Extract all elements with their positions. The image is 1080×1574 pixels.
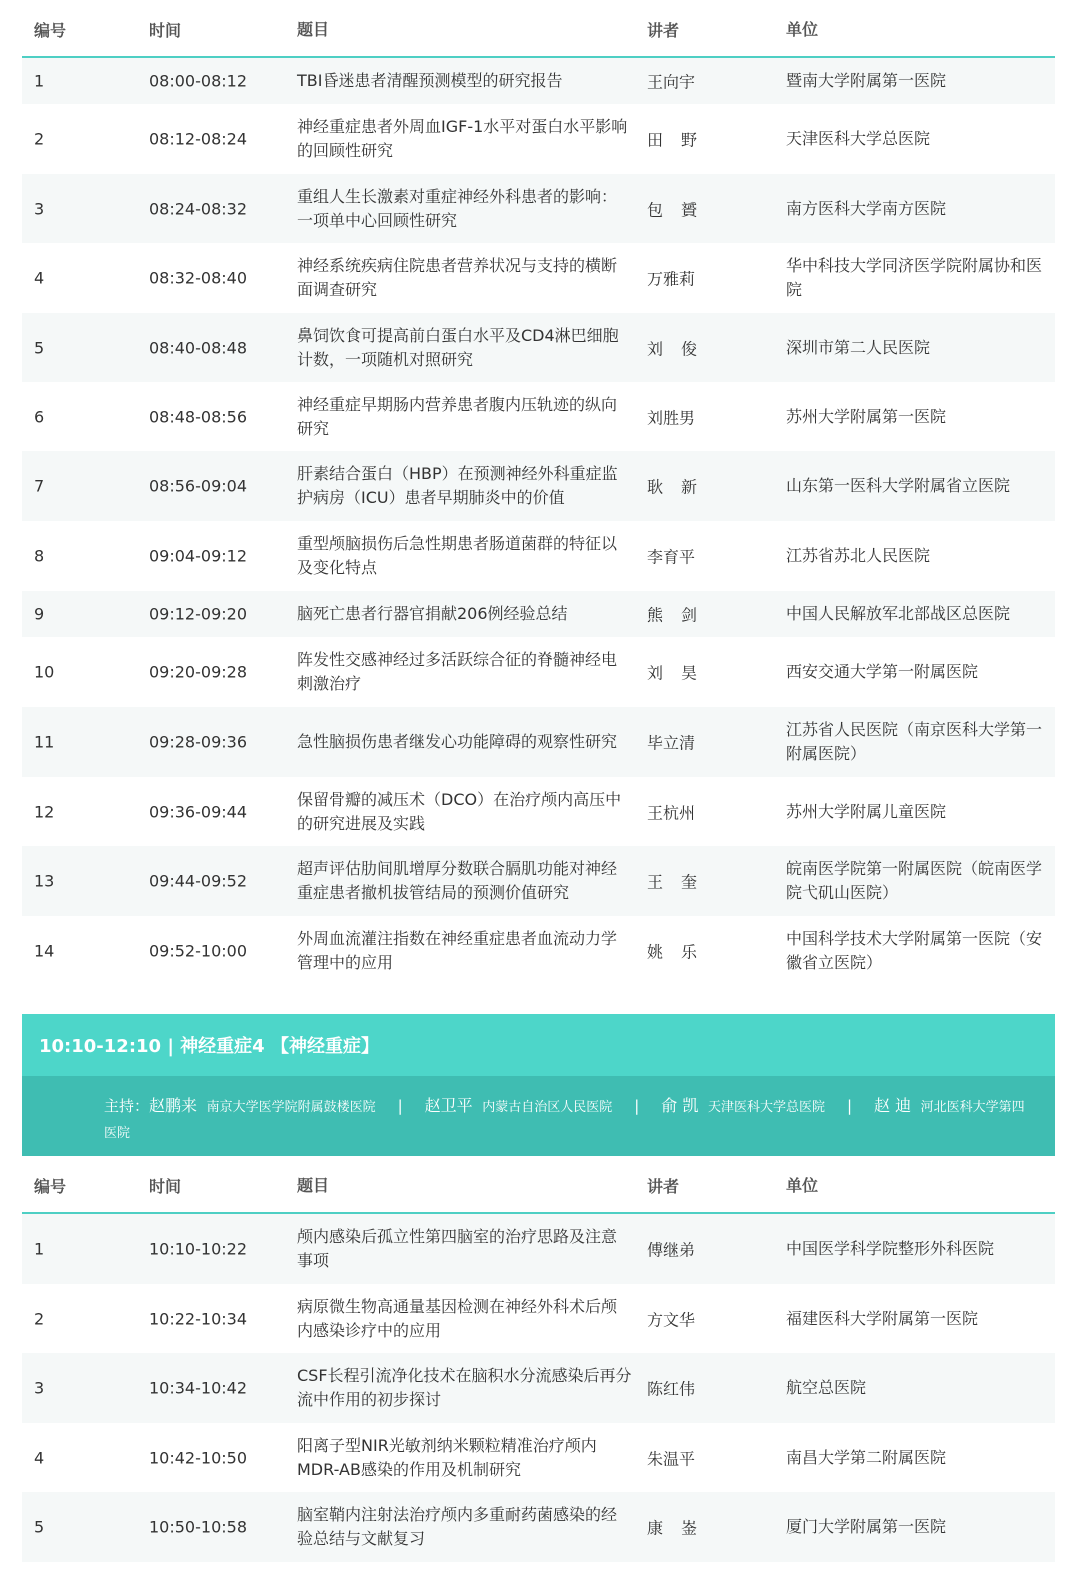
table-row: [22, 451, 1055, 521]
cell-title: 保留骨瓣的减压术（DCO）在治疗颅内高压中的研究进展及实践: [297, 789, 622, 833]
cell-id: 3: [34, 199, 45, 218]
cell-unit: 苏州大学附属儿童医院: [786, 801, 947, 821]
table2: [22, 1156, 1055, 1562]
cell-id: 6: [34, 407, 45, 426]
cell-time: 08:56-09:04: [149, 476, 247, 496]
host-org: 内蒙古自治区人民医院: [482, 1100, 613, 1115]
cell-speaker: 熊剑: [647, 605, 716, 625]
cell-speaker: 方文华: [647, 1310, 696, 1329]
cell-id: 12: [34, 802, 55, 821]
header-unit: 单位: [786, 20, 819, 39]
header-speaker: 讲者: [647, 21, 680, 40]
header-time: 时间: [149, 21, 182, 40]
cell-speaker: 朱温平: [647, 1449, 696, 1468]
header-id: 编号: [34, 21, 67, 40]
table-row: [22, 1423, 1055, 1492]
table-row: [22, 846, 1055, 916]
header-speaker: 讲者: [647, 1177, 680, 1196]
cell-time: 10:34-10:42: [149, 1378, 247, 1398]
cell-speaker: 王奎: [647, 872, 716, 892]
cell-id: 1: [34, 1239, 45, 1259]
session-title: 10:10-12:10 | 神经重症4 【神经重症】: [39, 1036, 379, 1057]
cell-title: TBI昏迷患者清醒预测模型的研究报告: [297, 71, 563, 90]
host-3: [661, 1097, 825, 1115]
cell-speaker: 陈红伟: [647, 1379, 696, 1399]
hosts-text: [104, 1094, 1034, 1146]
cell-title: 急性脑损伤患者继发心功能障碍的观察性研究: [297, 732, 618, 751]
table-row: [22, 1353, 1055, 1423]
cell-unit: 江苏省人民医院（南京医科大学第一附属医院）: [786, 720, 1043, 763]
host-name: 俞 凯: [661, 1096, 699, 1115]
host-label: 主持：: [104, 1097, 150, 1115]
cell-unit: 深圳市第二人民医院: [786, 337, 931, 357]
table-row: [22, 382, 1055, 451]
cell-unit: 皖南医学院第一附属医院（皖南医学院弋矶山医院）: [786, 859, 1043, 902]
table2-header: [22, 1156, 1055, 1214]
cell-unit: 福建医科大学附属第一医院: [786, 1308, 979, 1328]
cell-time: 08:24-08:32: [149, 199, 247, 218]
table-row: [22, 916, 1055, 986]
host-2: [425, 1097, 613, 1115]
cell-id: 14: [34, 941, 55, 961]
table-row: [22, 637, 1055, 707]
cell-title: 脑室鞘内注射法治疗颅内多重耐药菌感染的经验总结与文献复习: [297, 1505, 618, 1548]
table1: [22, 0, 1055, 986]
table-row: [22, 707, 1055, 777]
cell-speaker: 王向宇: [647, 72, 696, 92]
cell-time: 09:20-09:28: [149, 662, 247, 682]
cell-unit: 华中科技大学同济医学院附属协和医院: [786, 256, 1043, 299]
header-title: 题目: [297, 20, 330, 39]
cell-time: 09:52-10:00: [149, 941, 247, 961]
cell-title: 颅内感染后孤立性第四脑室的治疗思路及注意事项: [297, 1227, 618, 1270]
cell-time: 10:42-10:50: [149, 1448, 247, 1467]
table-row: [22, 1284, 1055, 1353]
cell-time: 08:32-08:40: [149, 268, 247, 288]
host-separator: |: [634, 1097, 640, 1115]
cell-time: 08:12-08:24: [149, 129, 247, 149]
cell-speaker: 万雅莉: [647, 269, 696, 289]
cell-id: 4: [34, 1448, 45, 1467]
cell-unit: 中国医学科学院整形外科医院: [786, 1239, 995, 1258]
cell-time: 08:48-08:56: [149, 407, 247, 426]
cell-unit: 南昌大学第二附属医院: [786, 1447, 947, 1467]
session-hosts-bar: [22, 1076, 1055, 1156]
cell-speaker: 刘昊: [647, 663, 716, 683]
cell-speaker: 耿新: [647, 477, 716, 497]
cell-speaker: 刘胜男: [647, 408, 696, 427]
cell-speaker: 包贇: [647, 200, 716, 219]
cell-id: 8: [34, 546, 45, 566]
cell-speaker: 康崟: [647, 1518, 716, 1538]
cell-title: 神经重症早期肠内营养患者腹内压轨迹的纵向研究: [297, 394, 618, 438]
cell-time: 08:40-08:48: [149, 338, 247, 357]
host-name: 赵 迪: [874, 1096, 912, 1115]
table-row: [22, 174, 1055, 243]
table-row: [22, 591, 1055, 637]
host-1: [149, 1097, 376, 1115]
cell-title: 鼻饲饮食可提高前白蛋白水平及CD4淋巴细胞计数，一项随机对照研究: [297, 325, 619, 369]
host-name: 赵鹏来: [149, 1096, 198, 1115]
cell-unit: 厦门大学附属第一医院: [786, 1517, 947, 1536]
cell-id: 7: [34, 476, 45, 496]
cell-time: 10:10-10:22: [149, 1239, 247, 1259]
cell-speaker: 姚乐: [647, 942, 716, 962]
host-org: 河北医科大学第四医院: [104, 1100, 1025, 1141]
cell-speaker: 田野: [647, 130, 716, 150]
cell-title: 重型颅脑损伤后急性期患者肠道菌群的特征以及变化特点: [297, 534, 618, 577]
cell-title: 外周血流灌注指数在神经重症患者血流动力学管理中的应用: [297, 929, 618, 972]
cell-time: 09:12-09:20: [149, 604, 247, 624]
cell-title: 神经系统疾病住院患者营养状况与支持的横断面调查研究: [297, 256, 618, 299]
cell-title: 病原微生物高通量基因检测在神经外科术后颅内感染诊疗中的应用: [297, 1296, 618, 1340]
cell-id: 1: [34, 71, 45, 91]
session-title-bar: [22, 1014, 1055, 1076]
cell-title: 阳离子型NIR光敏剂纳米颗粒精准治疗颅内MDR-AB感染的作用及机制研究: [297, 1435, 597, 1479]
cell-id: 2: [34, 1309, 45, 1328]
table-row: [22, 313, 1055, 382]
host-org: 天津医科大学总医院: [707, 1100, 825, 1115]
cell-title: CSF长程引流净化技术在脑积水分流感染后再分流中作用的初步探讨: [297, 1366, 632, 1409]
cell-title: 脑死亡患者行器官捐献206例经验总结: [297, 604, 568, 623]
cell-id: 5: [34, 1517, 45, 1537]
table-row: [22, 243, 1055, 313]
cell-unit: 西安交通大学第一附属医院: [786, 662, 979, 681]
cell-title: 超声评估肋间肌增厚分数联合膈肌功能对神经重症患者撤机拔管结局的预测价值研究: [297, 859, 618, 902]
cell-title: 阵发性交感神经过多活跃综合征的脊髓神经电刺激治疗: [297, 650, 618, 693]
cell-title: 重组人生长激素对重症神经外科患者的影响：一项单中心回顾性研究: [297, 186, 618, 230]
session-block: [22, 1014, 1055, 1156]
table1-header: [22, 0, 1055, 58]
table-row: [22, 104, 1055, 174]
cell-unit: 苏州大学附属第一医院: [786, 406, 947, 426]
cell-unit: 航空总医院: [786, 1378, 867, 1397]
host-separator: |: [397, 1097, 403, 1115]
header-title: 题目: [297, 1176, 330, 1195]
cell-title: 神经重症患者外周血IGF-1水平对蛋白水平影响的回顾性研究: [297, 117, 628, 160]
cell-speaker: 李育平: [647, 547, 696, 567]
header-time: 时间: [149, 1177, 182, 1196]
header-id: 编号: [34, 1177, 67, 1196]
table-row: [22, 777, 1055, 846]
header-unit: 单位: [786, 1176, 819, 1195]
cell-unit: 中国人民解放军北部战区总医院: [786, 604, 1011, 623]
cell-id: 13: [34, 871, 55, 891]
cell-id: 2: [34, 129, 45, 149]
cell-unit: 暨南大学附属第一医院: [786, 71, 947, 90]
cell-time: 09:04-09:12: [149, 546, 247, 566]
table-row: [22, 521, 1055, 591]
table-row: [22, 1214, 1055, 1284]
cell-unit: 中国科学技术大学附属第一医院（安徽省立医院）: [786, 929, 1043, 972]
cell-id: 5: [34, 338, 45, 357]
cell-time: 09:36-09:44: [149, 802, 247, 821]
cell-time: 10:50-10:58: [149, 1517, 247, 1537]
host-org: 南京大学医学院附属鼓楼医院: [206, 1100, 376, 1115]
cell-unit: 南方医科大学南方医院: [786, 198, 947, 218]
cell-id: 11: [34, 732, 55, 752]
cell-id: 4: [34, 268, 45, 288]
cell-time: 09:44-09:52: [149, 871, 247, 891]
cell-speaker: 刘俊: [647, 339, 716, 358]
cell-id: 9: [34, 604, 45, 624]
cell-time: 08:00-08:12: [149, 71, 247, 91]
cell-speaker: 毕立清: [647, 733, 696, 753]
cell-unit: 江苏省苏北人民医院: [786, 546, 931, 565]
table-row: [22, 58, 1055, 104]
cell-speaker: 王杭州: [647, 803, 696, 822]
cell-speaker: 傅继弟: [647, 1240, 696, 1260]
cell-id: 10: [34, 662, 55, 682]
host-name: 赵卫平: [424, 1096, 473, 1115]
cell-id: 3: [34, 1378, 45, 1398]
cell-unit: 山东第一医科大学附属省立医院: [786, 476, 1011, 495]
cell-title: 肝素结合蛋白（HBP）在预测神经外科重症监护病房（ICU）患者早期肺炎中的价值: [297, 464, 618, 507]
cell-time: 09:28-09:36: [149, 732, 247, 752]
table-row: [22, 1492, 1055, 1562]
cell-time: 10:22-10:34: [149, 1309, 247, 1328]
host-separator: |: [846, 1097, 853, 1115]
cell-unit: 天津医科大学总医院: [786, 129, 931, 148]
